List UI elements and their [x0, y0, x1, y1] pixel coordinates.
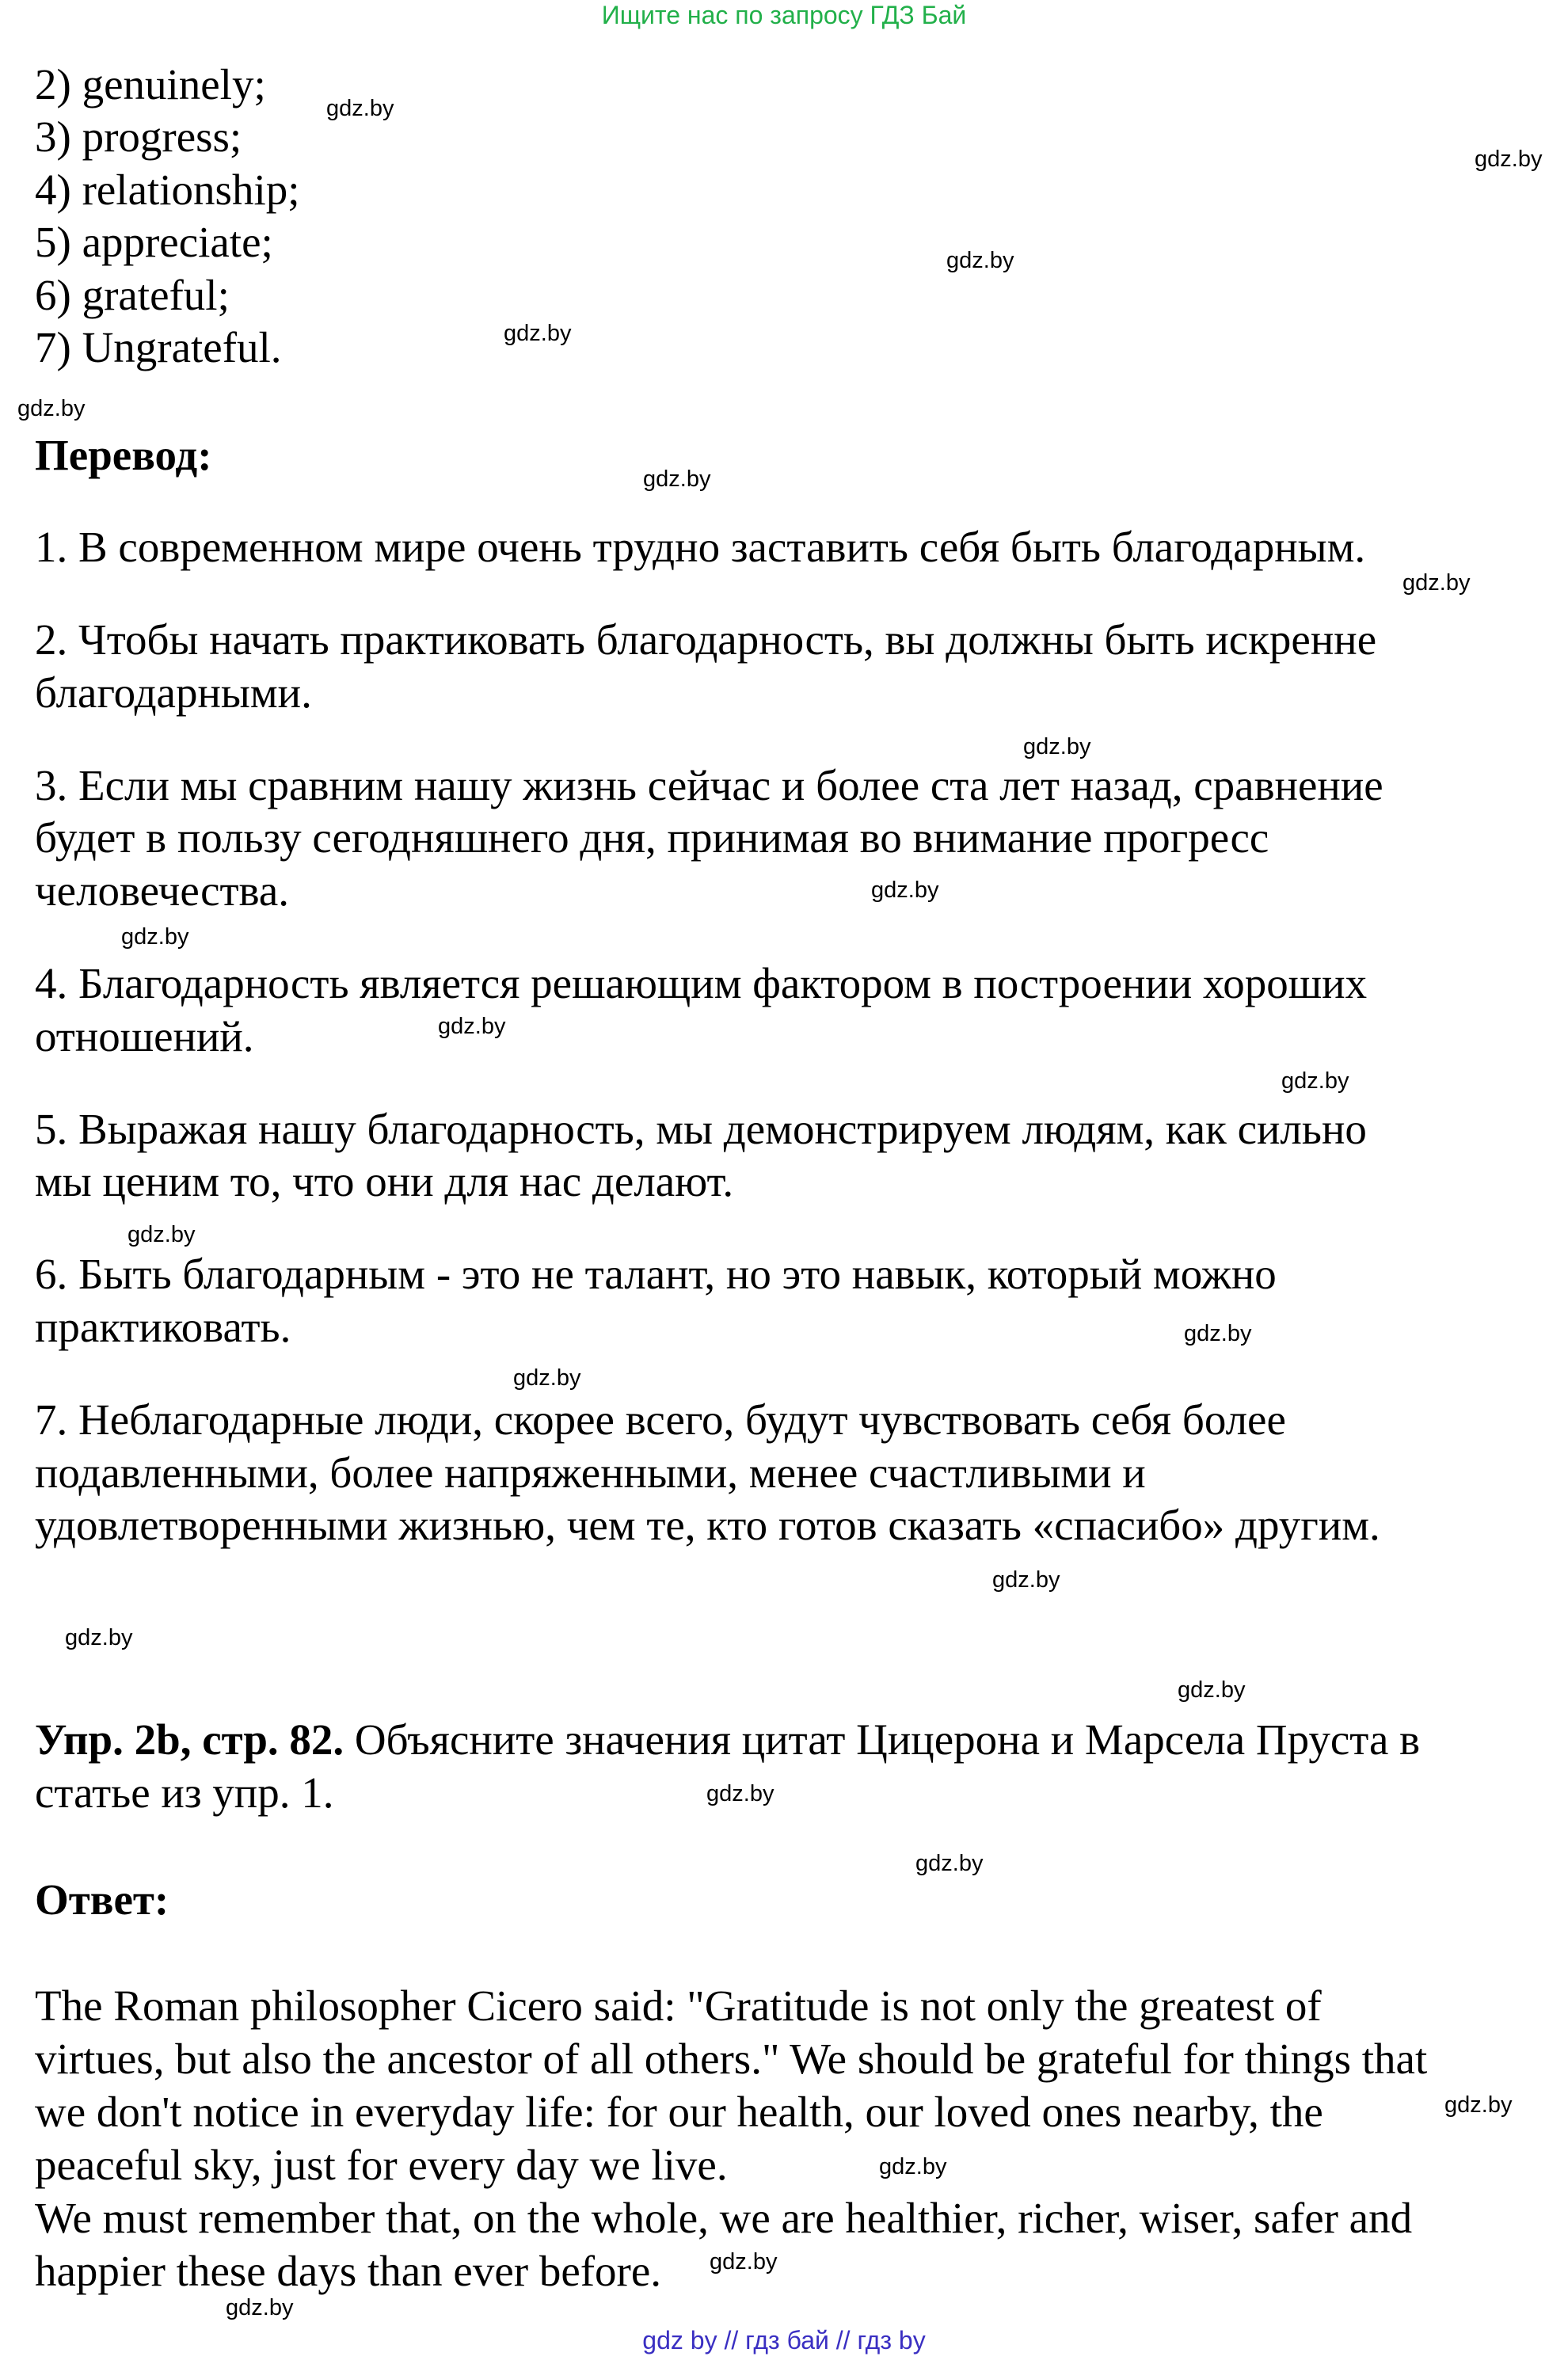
exercise-task: Объясните значения цитат Цицерона и Марсела Пруста в	[354, 1715, 1421, 1764]
translation-heading: Перевод:	[35, 431, 212, 479]
translation-line: 2. Чтобы начать практиковать благодарность, вы должны быть искренне	[35, 615, 1377, 664]
answer-line: The Roman philosopher Cicero said: "Gratitude is not only the greatest of	[35, 1981, 1322, 2030]
watermark: gdz.by	[65, 1625, 133, 1650]
translation-line: будет в пользу сегодняшнего дня, принимая во внимание прогресс	[35, 813, 1269, 862]
watermark: gdz.by	[1475, 147, 1543, 172]
watermark: gdz.by	[504, 321, 572, 346]
translation-line: благодарными.	[35, 668, 312, 717]
watermark: gdz.by	[513, 1365, 581, 1391]
bottom-banner: gdz by // гдз бай // гдз by	[642, 2326, 926, 2354]
watermark: gdz.by	[879, 2154, 947, 2179]
watermark: gdz.by	[1444, 2092, 1513, 2118]
watermark: gdz.by	[915, 1851, 984, 1876]
watermark: gdz.by	[326, 96, 394, 121]
exercise-task-cont: статье из упр. 1.	[35, 1768, 334, 1817]
answer-item: 6) grateful;	[35, 271, 230, 319]
watermark: gdz.by	[17, 396, 86, 421]
translation-line: отношений.	[35, 1012, 254, 1060]
watermark: gdz.by	[871, 877, 939, 903]
answer-line: virtues, but also the ancestor of all others." We should be grateful for things that	[35, 2035, 1428, 2083]
answer-line: we don't notice in everyday life: for our health, our loved ones nearby, the	[35, 2088, 1323, 2136]
watermark: gdz.by	[706, 1781, 774, 1806]
watermark: gdz.by	[1178, 1677, 1246, 1703]
translation-line: 1. В современном мире очень трудно заставить себя быть благодарным.	[35, 523, 1366, 571]
translation-line: практиковать.	[35, 1303, 291, 1351]
watermark: gdz.by	[643, 466, 711, 492]
translation-line: 6. Быть благодарным - это не талант, но это навык, который можно	[35, 1250, 1277, 1298]
watermark: gdz.by	[992, 1567, 1060, 1593]
watermark: gdz.by	[1184, 1321, 1252, 1346]
answer-item: 7) Ungrateful.	[35, 323, 282, 371]
translation-line: удовлетворенными жизнью, чем те, кто готов сказать «спасибо» другим.	[35, 1501, 1380, 1549]
answer-item: 4) relationship;	[35, 166, 300, 214]
watermark: gdz.by	[121, 924, 189, 950]
watermark: gdz.by	[438, 1014, 506, 1039]
watermark: gdz.by	[1023, 734, 1091, 759]
watermark: gdz.by	[946, 248, 1014, 273]
translation-line: мы ценим то, что они для нас делают.	[35, 1157, 734, 1205]
answer-item: 5) appreciate;	[35, 218, 273, 266]
translation-line: подавленными, более напряженными, менее счастливыми и	[35, 1448, 1146, 1497]
top-banner: Ищите нас по запросу ГДЗ Бай	[601, 1, 967, 29]
watermark: gdz.by	[127, 1222, 196, 1247]
exercise-label: Упр. 2b, стр. 82.	[35, 1715, 344, 1764]
exercise-line	[35, 1714, 1420, 1766]
watermark: gdz.by	[1281, 1068, 1349, 1094]
translation-line: 5. Выражая нашу благодарность, мы демонстрируем людям, как сильно	[35, 1105, 1367, 1153]
answer-heading: Ответ:	[35, 1875, 169, 1924]
translation-line: 3. Если мы сравним нашу жизнь сейчас и более ста лет назад, сравнение	[35, 761, 1383, 809]
answer-line: We must remember that, on the whole, we are healthier, richer, wiser, safer and	[35, 2194, 1413, 2242]
answer-item: 2) genuinely;	[35, 60, 266, 108]
translation-line: 7. Неблагодарные люди, скорее всего, будут чувствовать себя более	[35, 1395, 1286, 1444]
watermark: gdz.by	[1402, 570, 1471, 596]
answer-line: happier these days than ever before.	[35, 2247, 662, 2295]
watermark: gdz.by	[710, 2249, 778, 2275]
watermark: gdz.by	[226, 2295, 294, 2320]
translation-line: человечества.	[35, 866, 290, 915]
answer-item: 3) progress;	[35, 112, 242, 161]
translation-line: 4. Благодарность является решающим фактором в построении хороших	[35, 959, 1368, 1007]
answer-line: peaceful sky, just for every day we live.	[35, 2141, 728, 2189]
